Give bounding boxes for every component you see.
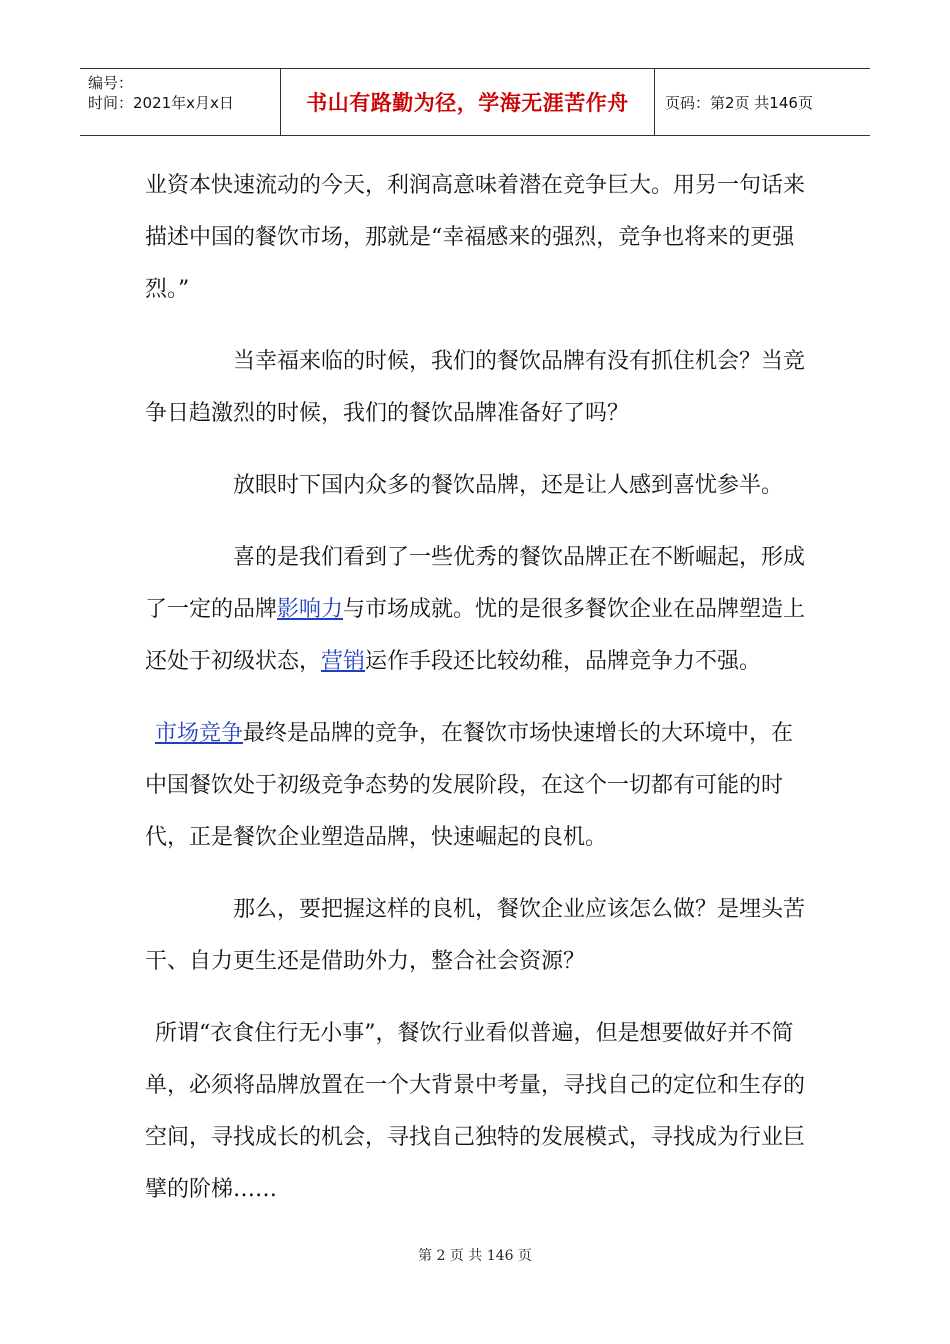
paragraph-7: 所谓“衣食住行无小事”，餐饮行业看似普遍，但是想要做好并不简单，必须将品牌放置在一个大背景中考量，寻找自己的定位和生存的空间，寻找成长的机会，寻找自己独特的发展模式，寻找成为行业巨擘的阶梯…… [145, 1021, 806, 1202]
paragraph-4-text-b: 与市场成就。忧的是很多餐饮企业在品牌塑造上还处于初级状态， [145, 597, 806, 674]
paragraph-4 [145, 532, 810, 688]
market-competition-link[interactable]: 市场竞争 [155, 721, 244, 746]
header-meta [80, 69, 281, 135]
paragraph-5 [145, 708, 810, 864]
date-label: 时间：2021年x月x日 [88, 94, 234, 112]
document-body [145, 160, 810, 1236]
marketing-link[interactable]: 营销 [321, 649, 366, 674]
paragraph-3: 放眼时下国内众多的餐饮品牌，还是让人感到喜忧参半。 [233, 473, 784, 498]
influence-link[interactable]: 影响力 [277, 597, 344, 622]
paragraph-1: 业资本快速流动的今天，利润高意味着潜在竞争巨大。用另一句话来描述中国的餐饮市场，那就是“幸福感来的强烈，竞争也将来的更强烈。” [145, 173, 806, 302]
paragraph-4-text-a: 喜的是我们看到了一些优秀的餐饮品牌正在不断崛起，形成了一定的品牌 [145, 545, 806, 622]
document-header [80, 68, 870, 136]
header-motto: 书山有路勤为径，学海无涯苦作舟 [281, 69, 655, 135]
paragraph-4-text-c: 运作手段还比较幼稚，品牌竞争力不强。 [365, 649, 762, 674]
paragraph-5-text: 最终是品牌的竞争，在餐饮市场快速增长的大环境中，在中国餐饮处于初级竞争态势的发展阶段，在这个一切都有可能的时代，正是餐饮企业塑造品牌，快速崛起的良机。 [145, 721, 794, 850]
paragraph-6: 那么，要把握这样的良机，餐饮企业应该怎么做？是埋头苦干、自力更生还是借助外力，整合社会资源？ [145, 897, 806, 974]
paragraph-2: 当幸福来临的时候，我们的餐饮品牌有没有抓住机会？当竞争日趋激烈的时候，我们的餐饮品牌准备好了吗？ [145, 349, 806, 426]
header-page-info: 页码：第2页 共146页 [665, 93, 813, 112]
number-label: 编号： [88, 74, 134, 92]
page-footer: 第 2 页 共 146 页 [418, 1248, 532, 1264]
